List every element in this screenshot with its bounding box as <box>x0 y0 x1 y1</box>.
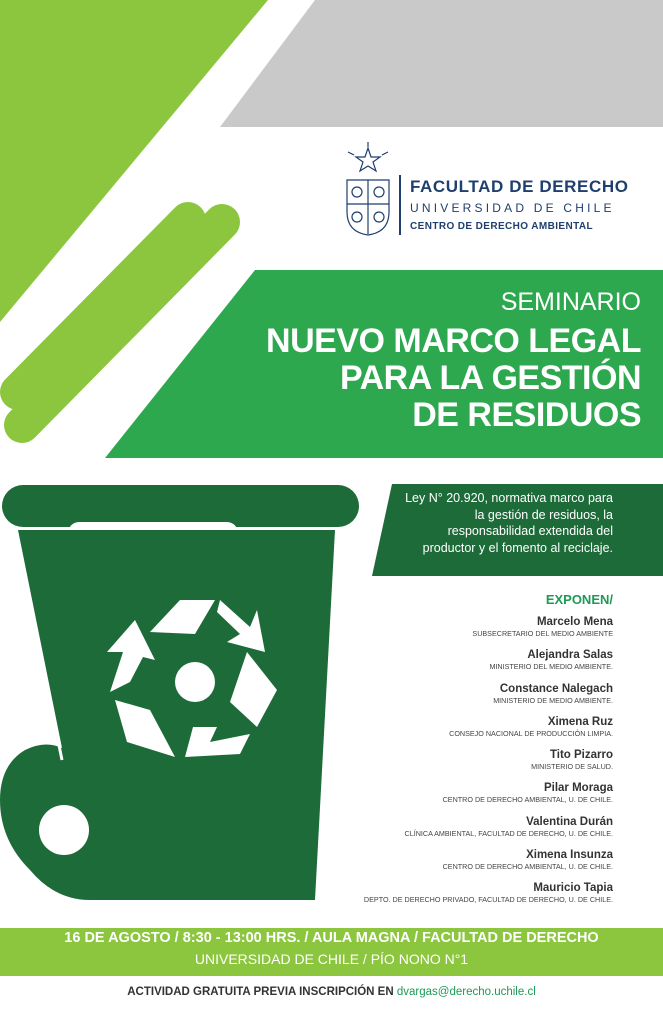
speaker-item <box>364 881 613 914</box>
event-date-place: 16 DE AGOSTO / 8:30 - 13:00 HRS. / AULA MAGNA / FACULTAD DE DERECHO <box>64 930 599 946</box>
speaker-role: DEPTO. DE DERECHO PRIVADO, FACULTAD DE DERECHO, U. DE CHILE. <box>363 895 613 905</box>
speakers-heading: EXPONEN/ <box>545 592 613 607</box>
registration-note <box>0 986 663 998</box>
law-description-line: la gestión de residuos, la <box>474 507 613 522</box>
speaker-name: Constance Nalegach <box>499 682 613 695</box>
speaker-role: CENTRO DE DERECHO AMBIENTAL, U. DE CHILE. <box>442 795 613 805</box>
speaker-name: Valentina Durán <box>526 815 613 828</box>
speaker-name: Pilar Moraga <box>543 782 613 795</box>
speaker-name: Mauricio Tapia <box>533 882 613 895</box>
speaker-name: Marcelo Mena <box>536 616 613 628</box>
speaker-role: MINISTERIO DE SALUD. <box>531 762 613 772</box>
speaker-item <box>364 682 613 715</box>
gray-banner <box>220 0 663 127</box>
center-name: CENTRO DE DERECHO AMBIENTAL <box>410 221 594 232</box>
speaker-role: MINISTERIO DEL MEDIO AMBIENTE. <box>489 662 613 672</box>
law-description-line: productor y el fomento al reciclaje. <box>422 540 613 555</box>
speaker-item <box>364 615 613 648</box>
speaker-item <box>364 648 613 681</box>
speakers-list <box>364 615 613 915</box>
speaker-role: MINISTERIO DE MEDIO AMBIENTE. <box>493 695 613 705</box>
speaker-item <box>364 815 613 848</box>
speaker-role: SUBSECRETARIO DEL MEDIO AMBIENTE <box>472 629 613 638</box>
speaker-name: Tito Pizarro <box>549 749 613 762</box>
speaker-role: CONSEJO NACIONAL DE PRODUCCIÓN LIMPIA. <box>449 728 613 738</box>
university-name: UNIVERSIDAD DE CHILE <box>410 201 615 215</box>
seminar-label: SEMINARIO <box>500 288 641 316</box>
speaker-role: CLÍNICA AMBIENTAL, FACULTAD DE DERECHO, U. DE CHILE. <box>404 828 613 838</box>
speaker-item <box>364 781 613 814</box>
speaker-name: Ximena Ruz <box>547 715 613 728</box>
title-line-1: NUEVO MARCO LEGAL <box>266 322 641 360</box>
faculty-name: FACULTAD DE DERECHO <box>410 177 629 196</box>
bin-wheel <box>39 805 89 855</box>
speaker-role: CENTRO DE DERECHO AMBIENTAL, U. DE CHILE. <box>442 862 613 872</box>
title-line-3: DE RESIDUOS <box>412 396 641 434</box>
registration-email-link[interactable]: dvargas@derecho.uchile.cl <box>396 986 536 998</box>
speaker-item <box>364 848 613 881</box>
bin-lid <box>2 485 359 527</box>
university-crest-icon <box>344 142 392 236</box>
logo-divider <box>399 175 401 235</box>
law-description-line: responsabilidad extendida del <box>447 524 613 538</box>
speaker-name: Ximena Insunza <box>526 849 613 862</box>
event-address: UNIVERSIDAD DE CHILE / PÍO NONO N°1 <box>194 951 469 967</box>
speaker-item <box>364 748 613 781</box>
law-description-line: Ley N° 20.920, normativa marco para <box>405 491 613 505</box>
title-line-2: PARA LA GESTIÓN <box>339 359 641 397</box>
speaker-name: Alejandra Salas <box>527 649 613 662</box>
law-description <box>396 490 613 556</box>
registration-text: ACTIVIDAD GRATUITA PREVIA INSCRIPCIÓN EN <box>127 986 397 998</box>
speaker-item <box>364 715 613 748</box>
